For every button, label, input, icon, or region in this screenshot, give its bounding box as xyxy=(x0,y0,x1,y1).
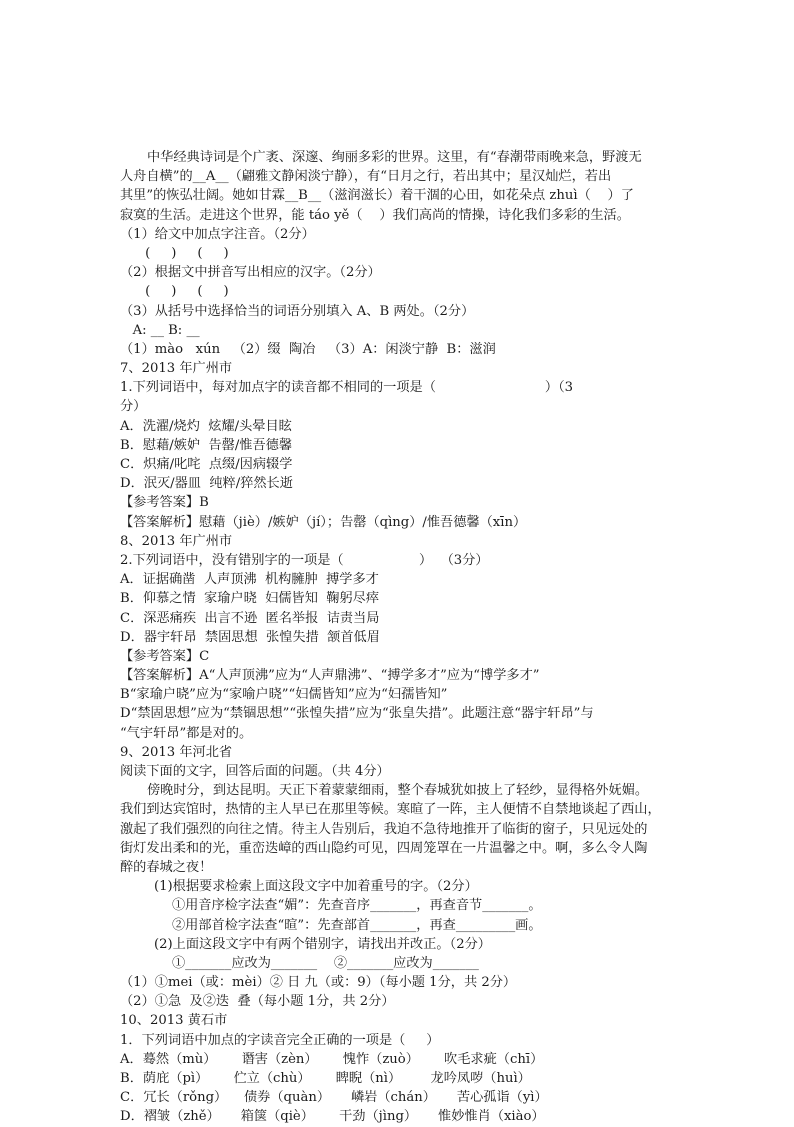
text-line: 7、2013 年广州市 xyxy=(120,361,233,377)
text-line: （2）①急 及②迭 叠（每小题 1分，共 2分） xyxy=(120,994,395,1010)
text-line: 【答案解析】慰藉（jiè）/嫉妒（jí）；告罄（qìng）/惟吾德馨（xīn） xyxy=(120,514,527,530)
text-line: 我们到达宾馆时，热情的主人早已在那里等候。寒暄了一阵，主人便情不自禁地谈起了西山， xyxy=(120,802,661,818)
text-line: B．仰慕之情 家瑜户晓 妇儒皆知 鞠躬尽瘁 xyxy=(120,591,380,607)
text-line: 2.下列词语中，没有错别字的一项是（ ） （3分） xyxy=(120,552,489,568)
text-line: 1．下列词语中加点的字读音完全正确的一项是（ ） xyxy=(120,1032,440,1048)
text-line: （1）①mei（或：mèi）② 日 九（或：9）（每小题 1分，共 2分） xyxy=(120,975,517,991)
text-line: (1)根据要求检索上面这段文字中加着重号的字。（2分） xyxy=(154,879,478,895)
text-line: 中华经典诗词是个广袤、深邃、绚丽多彩的世界。这里，有“春潮带雨晚来急，野渡无 xyxy=(147,150,642,165)
text-line: 分） xyxy=(120,399,147,415)
text-line: 10、2013 黄石市 xyxy=(120,1013,228,1029)
text-line: 街灯发出柔和的光，重峦迭嶂的西山隐约可见，四周笼罩在一片温馨之中。啊，多么令人陶 xyxy=(120,840,648,856)
document-body xyxy=(120,148,680,1127)
text-line: 醉的春城之夜！ xyxy=(120,859,213,875)
text-line: C．冗长（rǒng） 债券（quàn） 嶙岩（chán） 苦心孤诣（yì） xyxy=(120,1090,548,1106)
text-line: 9、2013 年河北省 xyxy=(120,744,233,760)
text-line: 激起了我们强烈的向往之情。待主人告别后，我迫不急待地推开了临街的窗子，只见远处的 xyxy=(120,821,648,837)
text-line: （3）从括号中选择恰当的词语分别填入 A、B 两处。（2分） xyxy=(120,303,475,319)
text-line: （1）给文中加点字注音。（2分） xyxy=(120,226,315,242)
text-line: A: __ B: __ xyxy=(120,322,200,338)
text-line: （2）根据文中拼音写出相应的汉字。（2分） xyxy=(120,265,381,281)
text-line: 寂寞的生活。走进这个世界，能 táo yě（ ）我们高尚的情操，诗化我们多彩的生活。 xyxy=(120,207,630,223)
text-line: A．证据确凿 人声顶沸 机构臃肿 搏学多才 xyxy=(120,572,379,588)
text-line: D．褶皱（zhě） 箱箧（qiè） 干劲（jìng） 惟妙惟肖（xiào） xyxy=(120,1109,545,1125)
text-line: C．炽痛/叱咤 点缀/因病辍学 xyxy=(120,457,293,472)
text-line: B．荫庇（pì） 伫立（chù） 睥睨（nì） 龙吟凤哕（huì） xyxy=(120,1071,531,1086)
text-line: ①用音序检字法查“媚”：先查音序_______，再查音节_______。 xyxy=(172,898,542,914)
text-line: 1.下列词语中，每对加点字的读音都不相同的一项是（ ）（3 xyxy=(120,380,574,396)
text-line: B．慰藉/嫉妒 告罄/惟吾德馨 xyxy=(120,437,293,453)
text-line: 傍晚时分，到达昆明。天正下着蒙蒙细雨，整个春城犹如披上了轻纱，显得格外妩媚。 xyxy=(147,783,649,799)
text-line: 【参考答案】B xyxy=(120,495,209,511)
text-line: 其里”的恢弘壮阔。她如甘霖__B__（滋润滋长）着干涸的心田，如花朵点 zhuì（ ）了 xyxy=(120,188,634,204)
text-line: 【答案解析】A“人声顶沸”应为“人声鼎沸”、“搏学多才”应为“博学多才” xyxy=(120,668,540,684)
text-line: B“家瑜户晓”应为“家喻户晓”“妇儒皆知”应为“妇孺皆知” xyxy=(120,687,448,703)
text-line: ①_______应改为_______ ②_______应改为_______ xyxy=(172,955,479,971)
text-line: D．器宇轩昂 禁固思想 张惶失措 颔首低眉 xyxy=(120,629,380,645)
text-line: “气宇轩昂”都是对的。 xyxy=(120,725,253,741)
text-line: ( ) ( ) xyxy=(120,245,229,261)
text-line: C．深恶痛疾 出言不逊 匿名举报 诘责当局 xyxy=(120,610,380,626)
text-line: ( ) ( ) xyxy=(120,284,229,300)
text-line: D“禁固思想”应为“禁锢思想”“张惶失措”应为“张皇失措”。此题注意“器宇轩昂”与 xyxy=(120,706,594,722)
text-line: A．蓦然（mù） 谮害（zèn） 愧怍（zuò） 吹毛求疵（chī） xyxy=(120,1051,544,1067)
text-line: 【参考答案】C xyxy=(120,648,210,664)
text-line: (2)上面这段文字中有两个错别字，请找出并改正。（2分） xyxy=(154,936,491,952)
text-line: A．洗濯/烧灼 炫耀/头晕目眩 xyxy=(120,418,292,434)
text-line: ②用部首检字法查“暄”：先查部首_______，再查_________画。 xyxy=(172,917,542,933)
text-line: D．泯灭/器皿 纯粹/猝然长逝 xyxy=(120,476,293,492)
text-line: 8、2013 年广州市 xyxy=(120,533,233,549)
text-line: 阅读下面的文字，回答后面的问题。（共 4分） xyxy=(120,764,390,779)
text-line: （1）mào xún （2）缀 陶冶 （3）A：闲淡宁静 B：滋润 xyxy=(120,341,496,357)
text-line: 人舟自横”的__A__（翩雅文静闲淡宁静），有“日月之行，若出其中；星汉灿烂，若出 xyxy=(120,169,612,185)
